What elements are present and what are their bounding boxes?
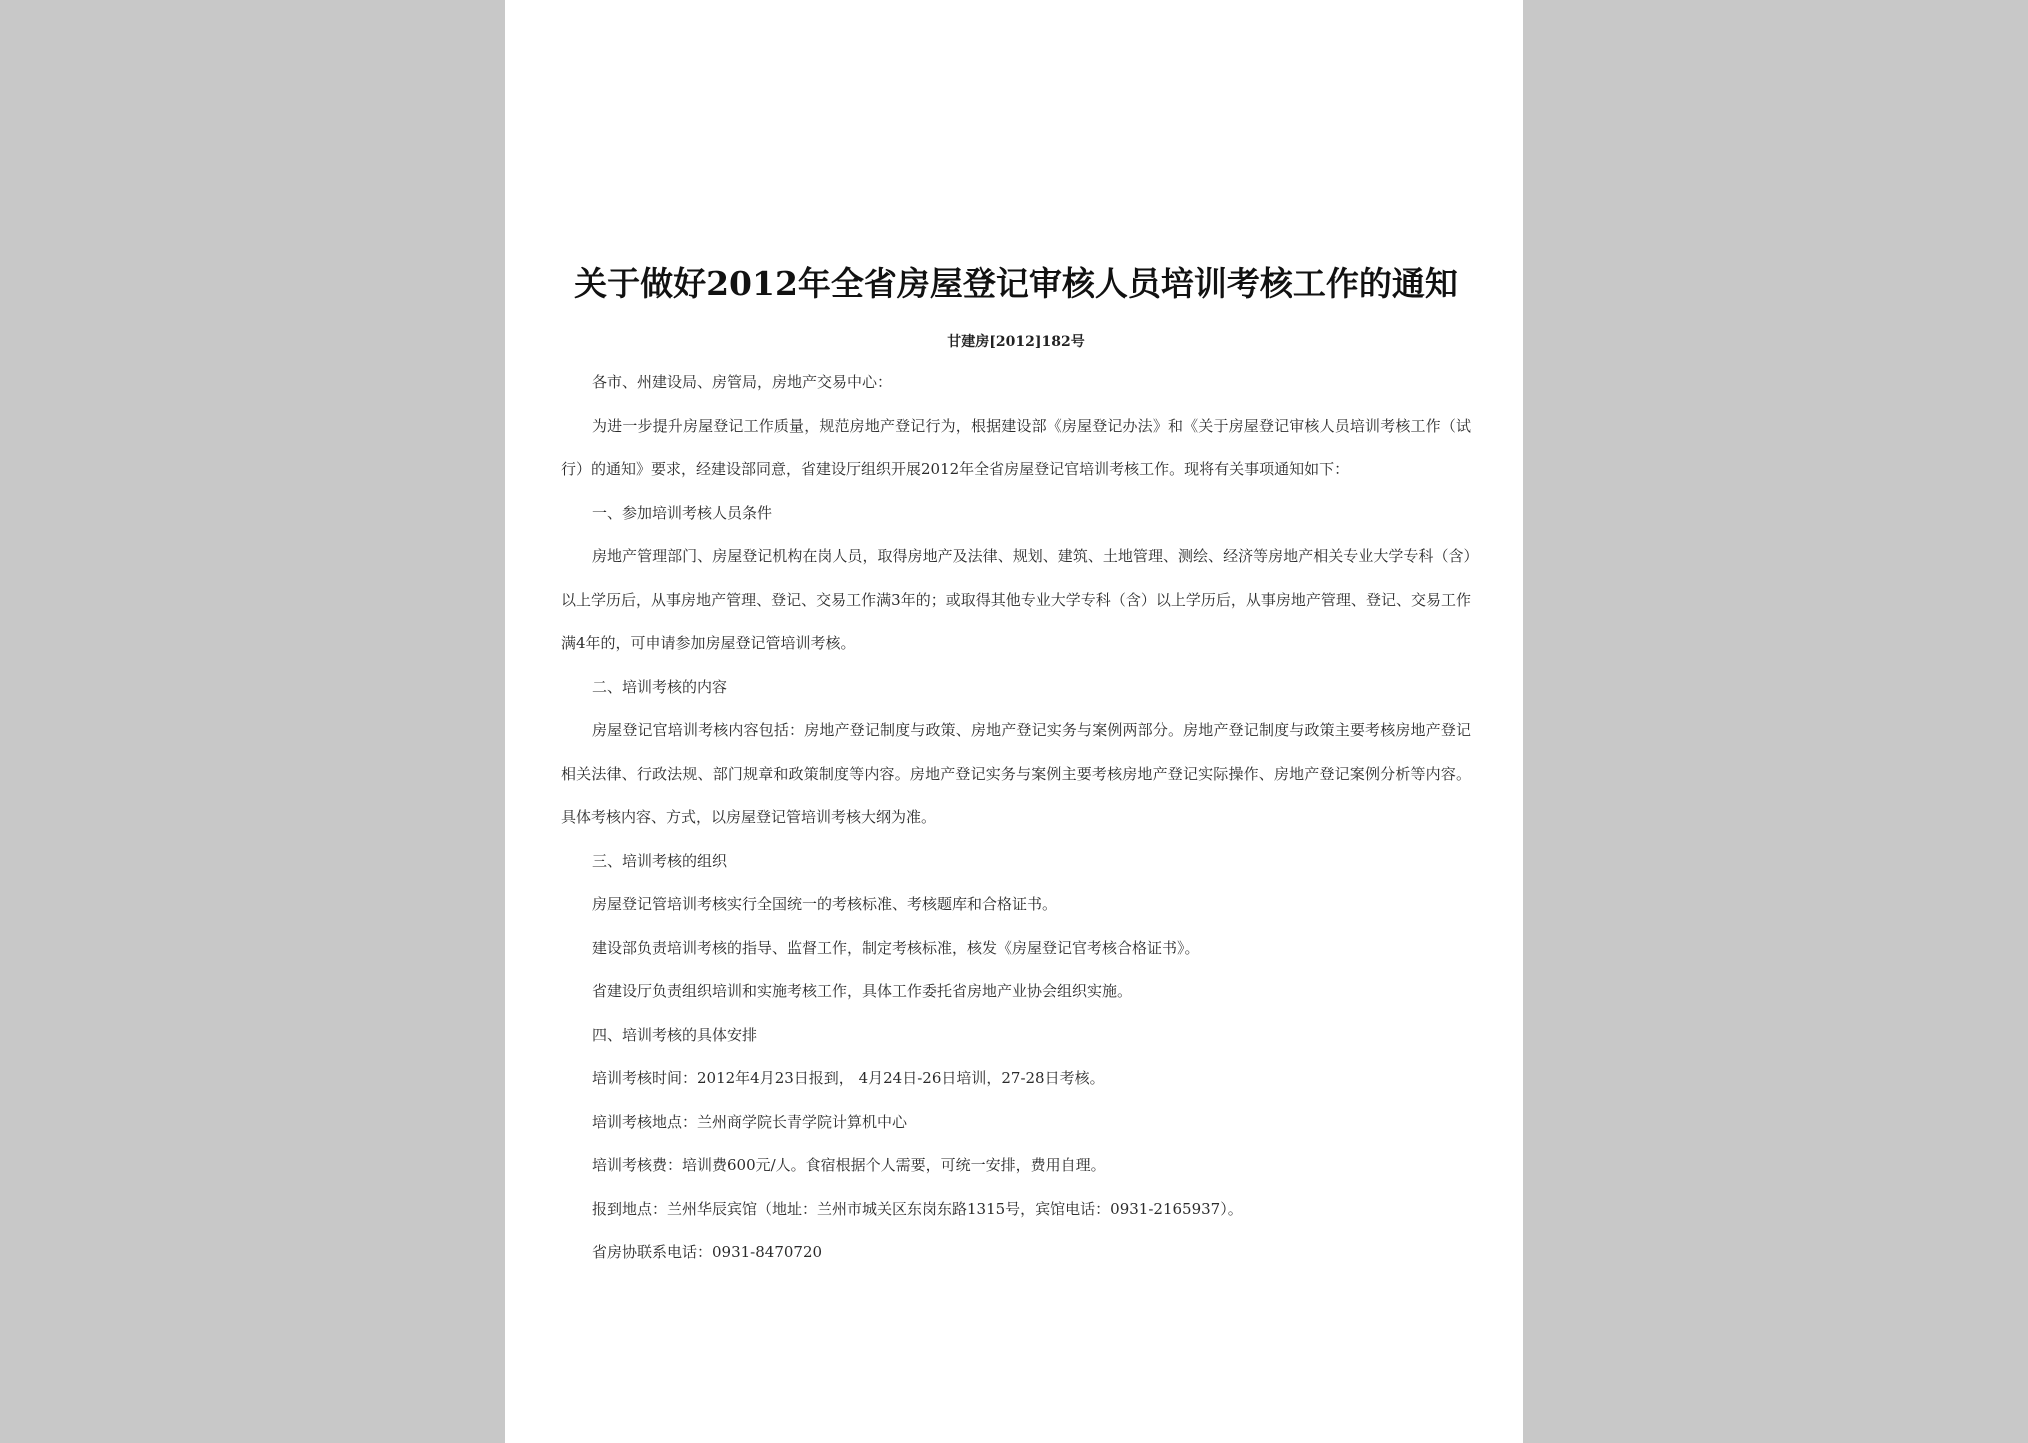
section-3-paragraph-1: 房屋登记管培训考核实行全国统一的考核标准、考核题库和合格证书。 <box>592 895 1058 913</box>
registration-location-line: 报到地点：兰州华辰宾馆（地址：兰州市城关区东岗东路1315号，宾馆电话：0931-2165937）。 <box>592 1199 1243 1218</box>
section-1-paragraph: 房地产管理部门、房屋登记机构在岗人员，取得房地产及法律、规划、建筑、土地管理、测绘、经济等房地产相关专业大学专科（含）以上学历后，从事房地产管理、登记、交易工作满3年的；或取得其他专业大学专科（含）以上学历后，从事房地产管理、登记、交易工作满4年的，可申请参加房屋登记管培训考核。 <box>561 547 1471 652</box>
training-time-line: 培训考核时间：2012年4月23日报到， 4月24日-26日培训，27-28日考核。 <box>592 1069 1105 1087</box>
intro-paragraph: 为进一步提升房屋登记工作质量，规范房地产登记行为，根据建设部《房屋登记办法》和《关于房屋登记审核人员培训考核工作（试行）的通知》要求，经建设部同意，省建设厅组织开展2012年全省房屋登记官培训考核工作。现将有关事项通知如下： <box>561 416 1471 478</box>
section-3-paragraph-3: 省建设厅负责组织培训和实施考核工作，具体工作委托省房地产业协会组织实施。 <box>592 982 1133 1000</box>
document-title: 关于做好2012年全省房屋登记审核人员培训考核工作的通知 <box>574 264 1458 303</box>
section-heading-3: 三、培训考核的组织 <box>592 851 728 870</box>
addressee-line: 各市、州建设局、房管局，房地产交易中心： <box>592 373 893 391</box>
training-fee-line: 培训考核费：培训费600元/人。食宿根据个人需要，可统一安排，费用自理。 <box>592 1156 1106 1174</box>
document-page <box>505 0 1523 1443</box>
training-location-line: 培训考核地点：兰州商学院长青学院计算机中心 <box>592 1112 908 1131</box>
document-number: 甘建房[2012]182号 <box>947 334 1085 350</box>
document-content <box>561 262 1471 1275</box>
section-heading-1: 一、参加培训考核人员条件 <box>592 503 773 522</box>
section-2-paragraph: 房屋登记官培训考核内容包括：房地产登记制度与政策、房地产登记实务与案例两部分。房地产登记制度与政策主要考核房地产登记相关法律、行政法规、部门规章和政策制度等内容。房地产登记实务与案例主要考核房地产登记实际操作、房地产登记案例分析等内容。具体考核内容、方式，以房屋登记管培训考核大纲为准。 <box>561 721 1471 826</box>
contact-phone-line: 省房协联系电话：0931-8470720 <box>592 1243 823 1261</box>
section-heading-2: 二、培训考核的内容 <box>592 677 728 696</box>
section-heading-4: 四、培训考核的具体安排 <box>592 1025 758 1044</box>
section-3-paragraph-2: 建设部负责培训考核的指导、监督工作，制定考核标准，核发《房屋登记官考核合格证书》。 <box>592 938 1200 957</box>
